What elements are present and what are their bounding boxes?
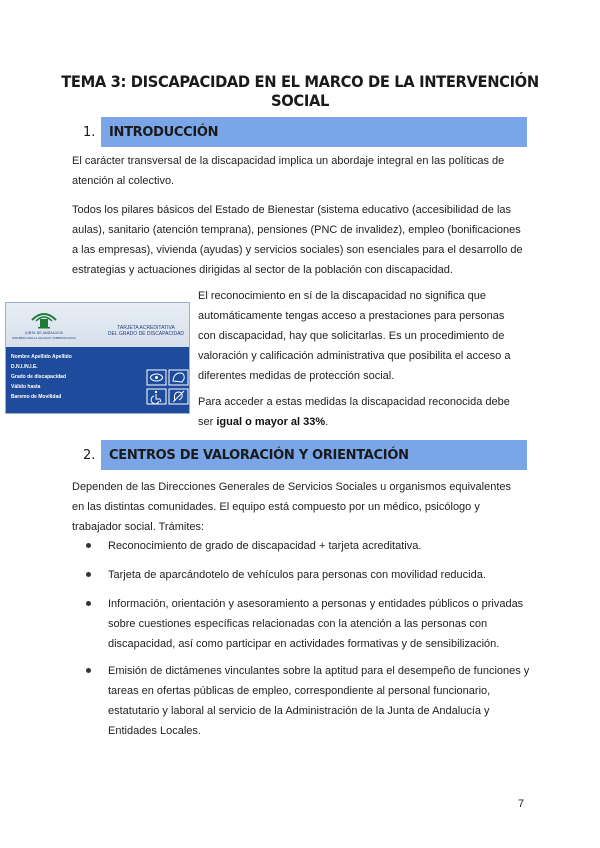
card-title [106, 325, 186, 337]
bullet-icon [86, 572, 91, 577]
card-field-mobility: Baremo de Movilidad [11, 394, 62, 400]
intro-paragraph-1: El carácter transversal de la discapacidad implica un abordaje integral en las políticas de atención al colectivo. [72, 155, 505, 187]
bullet-icon [86, 601, 91, 606]
bullet-icon [86, 668, 91, 673]
threshold-text-after: . [325, 416, 329, 428]
list-item [88, 661, 540, 741]
bullet-icon [86, 543, 91, 548]
card-field-valid: Válido hasta [11, 384, 41, 390]
threshold-text-before: Para acceder a estas medidas la discapacidad reconocida debe ser [198, 396, 510, 428]
card-title-line2: DEL GRADO DE DISCAPACIDAD [107, 331, 185, 337]
document-title: TEMA 3: DISCAPACIDAD EN EL MARCO DE LA INTERVENCIÓN SOCIAL [61, 72, 539, 110]
junta-andalucia-logo-icon [11, 306, 77, 344]
card-body [6, 347, 189, 413]
threshold-text-bold: igual o mayor al 33% [216, 416, 326, 428]
section-2-title: CENTROS DE VALORACIÓN Y ORIENTACIÓN [101, 440, 527, 470]
disability-card-image [5, 302, 190, 414]
section-1-title: INTRODUCCIÓN [101, 117, 527, 147]
card-org-line2: CONSEJERÍA PARA LA IGUALDAD Y BIENESTAR SOCIAL [11, 337, 77, 340]
intro-paragraph-3: El reconocimiento en sí de la discapacidad no significa que automáticamente tengas acceso a prestaciones para personas con discapacidad, hay que solicitarlas. Es un procedimiento de valoración y calificación administrativa que posibilita el acceso a diferentes medidas de protección social. [198, 290, 511, 382]
card-accessibility-icons [146, 369, 190, 409]
section-2-number: 2. [83, 447, 96, 463]
card-field-grade: Grado de discapacidad [11, 374, 67, 380]
intro-paragraph-4 [198, 392, 524, 432]
list-item-text: Información, orientación y asesoramiento a personas y entidades públicos o privadas sobre cuestiones específicas relacionadas con la atención a las personas con discapacidad, así como participar en actividades formativas y de sensibilización. [108, 598, 524, 650]
intro-paragraph-2: Todos los pilares básicos del Estado de Bienestar (sistema educativo (accesibilidad de las aulas), sanitario (atención temprana), pensiones (PNC de invalidez), empleo (bonificaciones a las empresas), vivienda (ayudas) y servicios sociales) son esenciales para el desarrollo de estrategias y actuaciones dirigidas al sector de la población con discapacidad. [72, 204, 523, 276]
section-2-heading [72, 440, 527, 470]
card-header [6, 303, 189, 347]
head-icon [169, 370, 188, 385]
card-title-line1: TARJETA ACREDITATIVA [117, 325, 175, 331]
list-item-text: Tarjeta de aparcándotelo de vehículos para personas con movilidad reducida. [108, 569, 486, 581]
card-field-name: Nombre Apellido Apellido [11, 354, 72, 360]
list-item [88, 536, 540, 556]
card-field-dni: D.N.I./N.I.E. [11, 364, 38, 370]
list-item [88, 565, 540, 585]
section-2-intro: Dependen de las Direcciones Generales de Servicios Sociales u organismos equivalentes en las distintas comunidades. El equipo está compuesto por un médico, psicólogo y trabajador social. Trámites: [72, 481, 512, 533]
list-item-text: Reconocimiento de grado de discapacidad + tarjeta acreditativa. [108, 540, 422, 552]
page-number: 7 [518, 798, 525, 810]
section-1-heading [72, 117, 527, 147]
section-1-number: 1. [83, 124, 96, 140]
card-fields [11, 352, 72, 402]
card-org-line1: JUNTA DE ANDALUCIA [25, 331, 63, 335]
list-item [88, 594, 540, 654]
list-item-text: Emisión de dictámenes vinculantes sobre la aptitud para el desempeño de funciones y tareas en ofertas públicas de empleo, correspondiente al personal funcionario, estatutario y laboral al servicio de la Administración de la Junta de Andalucía y Entidades Locales. [108, 665, 530, 737]
